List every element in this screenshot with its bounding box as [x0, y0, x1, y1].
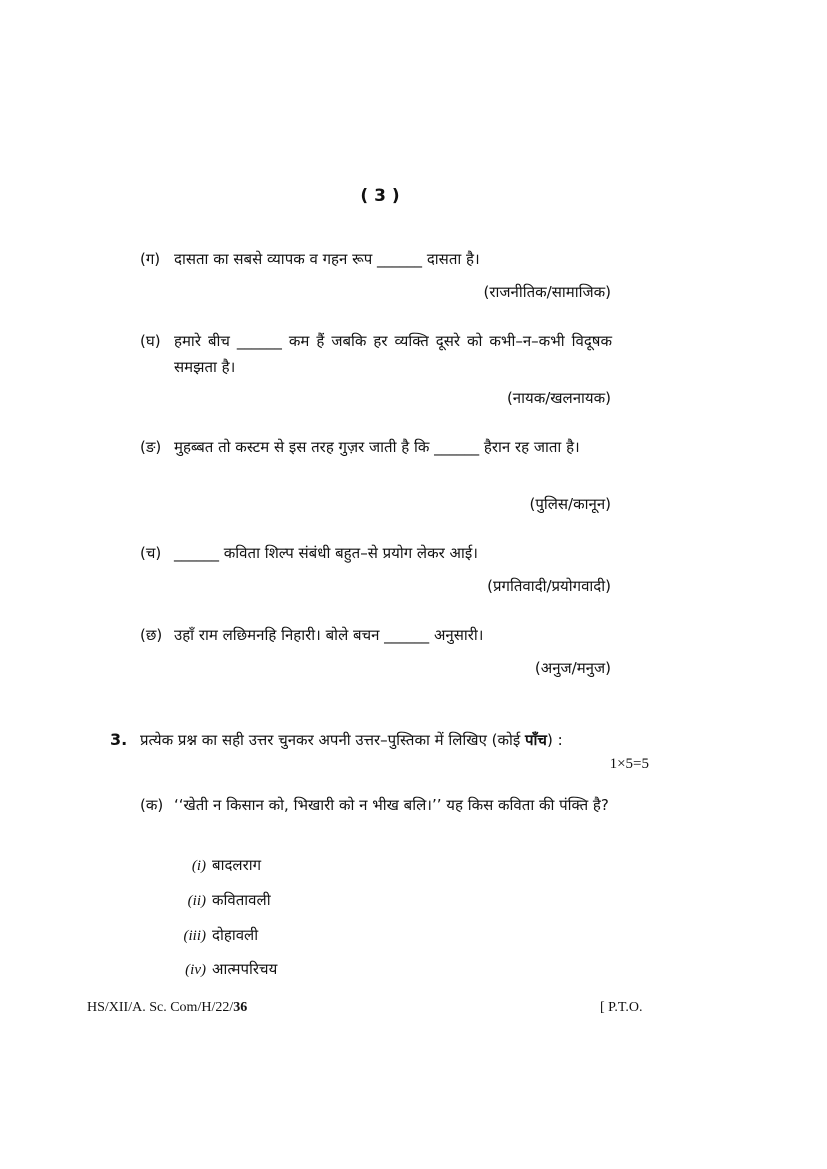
fill-blank-item-ch	[140, 540, 612, 566]
item-label: (छ)	[140, 626, 163, 644]
mcq-option: (ii) कवितावली	[187, 891, 271, 909]
item-text: ‘‘खेती न किसान को, भिखारी को न भीख बलि।’’ यह किस कविता की पंक्ति है?	[174, 796, 609, 814]
footer-paper-code: HS/XII/A. Sc. Com/H/22/36	[87, 1000, 248, 1015]
item-options: (राजनीतिक/सामाजिक)	[483, 283, 611, 301]
item-text: दासता का सबसे व्यापक व गहन रूप ______ दासता है।	[174, 250, 480, 268]
fill-blank-item-gh	[140, 328, 612, 380]
item-label: (च)	[140, 544, 162, 562]
fill-blank-item-chh	[140, 622, 612, 648]
mcq-item-ka	[140, 792, 612, 818]
item-label: (ङ)	[140, 438, 162, 456]
item-label: (क)	[140, 796, 164, 814]
item-options: (पुलिस/कानून)	[529, 495, 611, 513]
question-number: 3.	[110, 730, 128, 749]
item-options: (अनुज/मनुज)	[534, 659, 611, 677]
footer-pto: [ P.T.O.	[600, 1000, 643, 1015]
item-options: (प्रगतिवादी/प्रयोगवादी)	[487, 577, 611, 595]
item-text: मुहब्बत तो कस्टम से इस तरह गुज़र जाती है कि ______ हैरान रह जाता है।	[174, 438, 580, 456]
fill-blank-item-g	[140, 246, 612, 272]
item-options: (नायक/खलनायक)	[506, 389, 611, 407]
page-number: ( 3 )	[360, 186, 400, 206]
fill-blank-item-ng	[140, 434, 612, 460]
item-text: ______ कविता शिल्प संबंधी बहुत–से प्रयोग लेकर आई।	[174, 544, 478, 562]
item-label: (घ)	[140, 332, 161, 350]
item-text: हमारे बीच ______ कम हैं जबकि हर व्यक्ति दूसरे को कभी–न–कभी विदूषक समझता है।	[174, 332, 612, 376]
question-instruction: प्रत्येक प्रश्न का सही उत्तर चुनकर अपनी उत्तर–पुस्तिका में लिखिए (कोई पाँच) :	[140, 731, 563, 749]
mcq-option: (i) बादलराग	[191, 856, 262, 874]
mcq-option: (iv) आत्मपरिचय	[185, 960, 278, 978]
item-text: उहाँ राम लछिमनहि निहारी। बोले बचन ______ अनुसारी।	[174, 626, 484, 644]
question-marks: 1×5=5	[609, 756, 649, 772]
item-label: (ग)	[140, 250, 161, 268]
mcq-option: (iii) दोहावली	[183, 926, 259, 944]
